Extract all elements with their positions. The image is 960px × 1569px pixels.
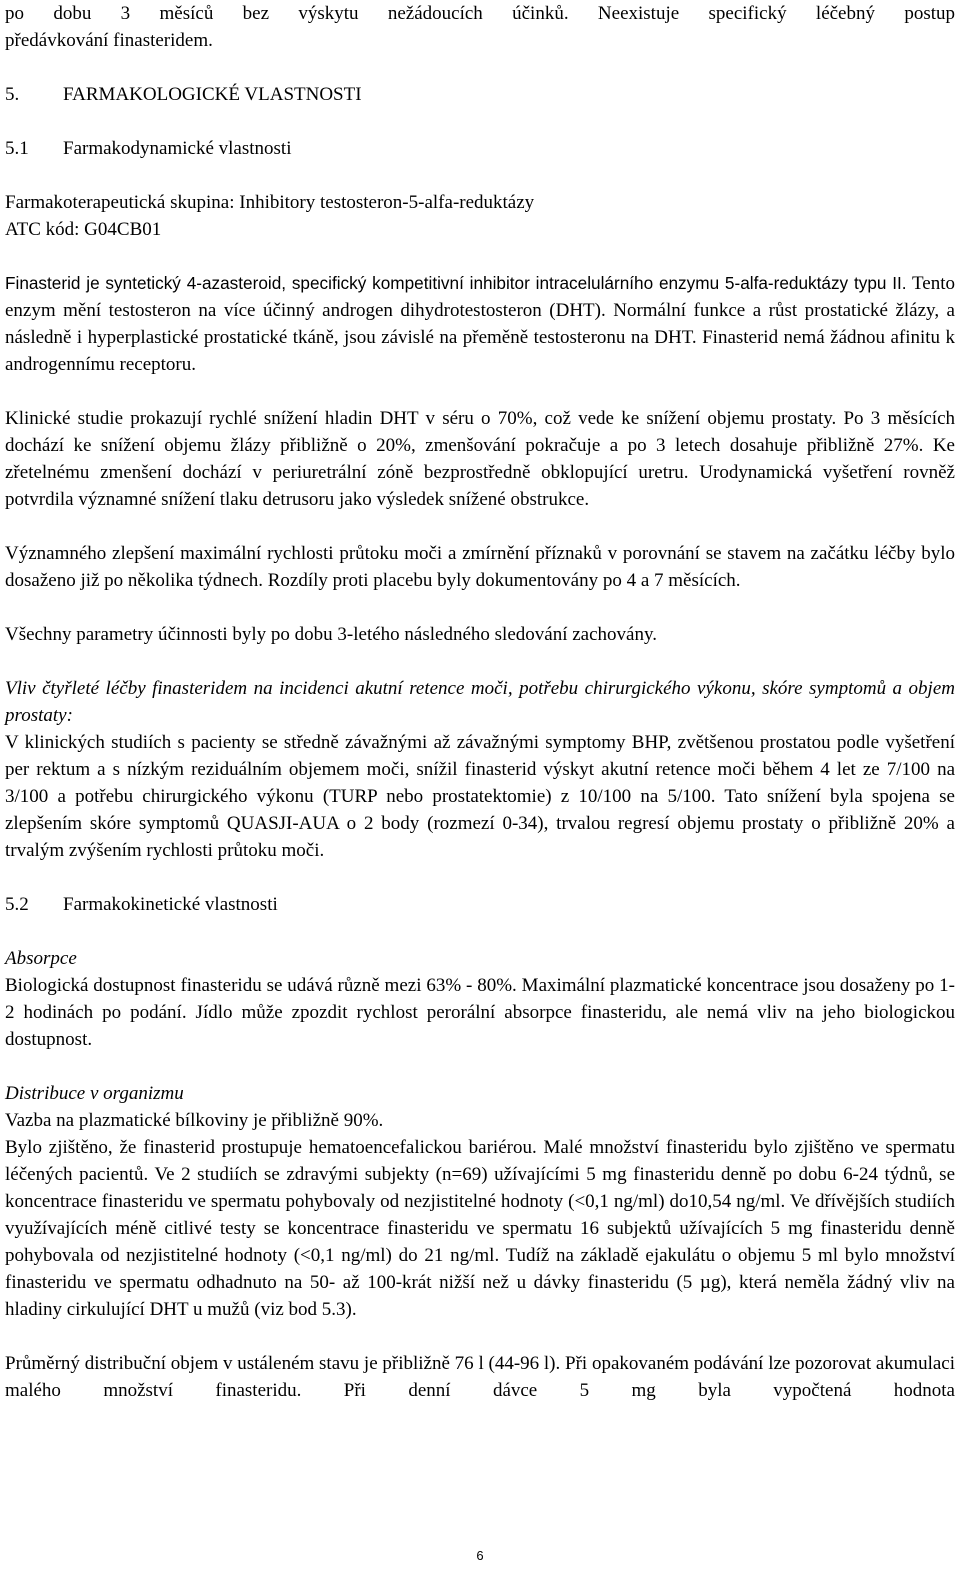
paragraph-mechanism-sans: Finasterid je syntetický 4-azasteroid, specifický kompetitivní inhibitor intracelulárního enzymu 5-alfa-reduktázy typu II.	[5, 273, 907, 293]
paragraph-distribution-volume: Průměrný distribuční objem v ustáleném stavu je přibližně 76 l (44-96 l). Při opakovaném podávání lze pozorovat akumulaci malého množství finasteridu. Při denní dávce 5 mg byla vypočtená hodnota	[5, 1353, 955, 1401]
section-5-2-title: Farmakokinetické vlastnosti	[63, 894, 278, 915]
section-5-number: 5.	[5, 84, 20, 105]
paragraph-absorption: Biologická dostupnost finasteridu se udává různě mezi 63% - 80%. Maximální plazmatické koncentrace jsou dosaženy po 1-2 hodinách po podání. Jídlo může zpozdit rychlost perorální absorpce finasteridu, ale nemá vliv na jeho biologickou dostupnost.	[5, 975, 955, 1050]
paragraph-flow-improvement: Významného zlepšení maximální rychlosti průtoku moči a zmírnění příznaků v porovnání se stavem na začátku léčby bylo dosaženo již po několika týdnech. Rozdíly proti placebu byly dokumentovány po 4 a 7 měsících.	[5, 543, 955, 591]
paragraph-distribution: Bylo zjištěno, že finasterid prostupuje hematoencefalickou bariérou. Malé množství finasteridu bylo zjištěno ve spermatu léčených pacientů. Ve 2 studiích se zdravými subjekty (n=69) užívajícími 5 mg finasteridu denně po dobu 6-24 týdnů, se koncentrace finasteridu ve spermatu pohybovaly od nezjistitelné hodnoty (<0,1 ng/ml) do10,54 ng/ml. Ve dřívějších studiích využívajících méně citlivé testy se koncentrace finasteridu ve spermatu 16 subjektů užívajících 5 mg finasteridu denně pohybovala od nezjistitelné hodnoty (<0,1 ng/ml) do 21 ng/ml. Tudíž na základě ejakulátu o objemu 5 ml bylo množství finasteridu ve spermatu odhadnuto na 50- až 100-krát nižší než u dávky finasteridu (5 µg), která neměla žádný vliv na hladiny cirkulující DHT u mužů (viz bod 5.3).	[5, 1137, 955, 1320]
page-number: 6	[476, 1548, 484, 1563]
section-5-2-number: 5.2	[5, 894, 29, 915]
paragraph-four-year-treatment: V klinických studiích s pacienty se středně závažnými až závažnými symptomy BHP, zvětšenou prostatou podle vyšetření per rektum a s nízkým reziduálním objemem moči, snížil finasterid výskyt akutní retence moči během 4 let ze 7/100 na 3/100 a potřebu chirurgického výkonu (TURP nebo prostatektomie) z 10/100 na 5/100. Tato snížení byla spojena se zlepšením skóre symptomů QUASJI-AUA o 2 body (rozmezí 0-34), trvalou regresí objemu prostaty o přibližně 20% a trvalým zvýšením rychlosti průtoku moči.	[5, 732, 955, 861]
paragraph-mechanism-serif: Tento enzym mění testosteron na více účinný androgen dihydrotestosteron (DHT). Normální funkce a růst prostatické žlázy, a následně i hyperplastické prostatické tkáně, jsou závislé na přeměně testosteronu na DHT. Finasterid nemá žádnou afinitu k androgennímu receptoru.	[5, 273, 955, 375]
intro-line-2: předávkování finasteridem.	[5, 30, 213, 51]
intro-line-1: po dobu 3 měsíců bez výskytu nežádoucích účinků. Neexistuje specifický léčebný postup	[5, 3, 955, 24]
paragraph-clinical-studies: Klinické studie prokazují rychlé snížení hladin DHT v séru o 70%, což vede ke snížení objemu prostaty. Po 3 měsících dochází ke snížení objemu žlázy přibližně o 20%, zmenšování pokračuje a po 3 letech dosahuje přibližně 27%. Ke zřetelnému zmenšení dochází v periuretrální zóně bezprostředně obklopující uretru. Urodynamická vyšetření rovněž potvrdila významné snížení tlaku detrusoru jako výsledek snížené obstrukce.	[5, 408, 955, 510]
paragraph-mechanism	[5, 270, 955, 378]
section-5-title: FARMAKOLOGICKÉ VLASTNOSTI	[63, 84, 362, 105]
atc-code: ATC kód: G04CB01	[5, 219, 162, 240]
subheading-distribution: Distribuce v organizmu	[5, 1083, 184, 1104]
subheading-absorption: Absorpce	[5, 948, 77, 969]
paragraph-protein-binding: Vazba na plazmatické bílkoviny je přibližně 90%.	[5, 1110, 384, 1131]
section-5-1-title: Farmakodynamické vlastnosti	[63, 138, 292, 159]
pharmacotherapeutic-group: Farmakoterapeutická skupina: Inhibitory testosteron-5-alfa-reduktázy	[5, 192, 535, 213]
paragraph-efficacy-maintained: Všechny parametry účinnosti byly po dobu 3-letého následného sledování zachovány.	[5, 624, 657, 645]
subheading-four-year-treatment: Vliv čtyřleté léčby finasteridem na incidenci akutní retence moči, potřebu chirurgického výkonu, skóre symptomů a objem prostaty:	[5, 678, 955, 726]
section-5-2-heading	[5, 891, 955, 918]
section-5-1-heading	[5, 135, 955, 162]
section-5-heading	[5, 81, 955, 108]
section-5-1-number: 5.1	[5, 138, 29, 159]
document-page	[5, 0, 955, 1404]
